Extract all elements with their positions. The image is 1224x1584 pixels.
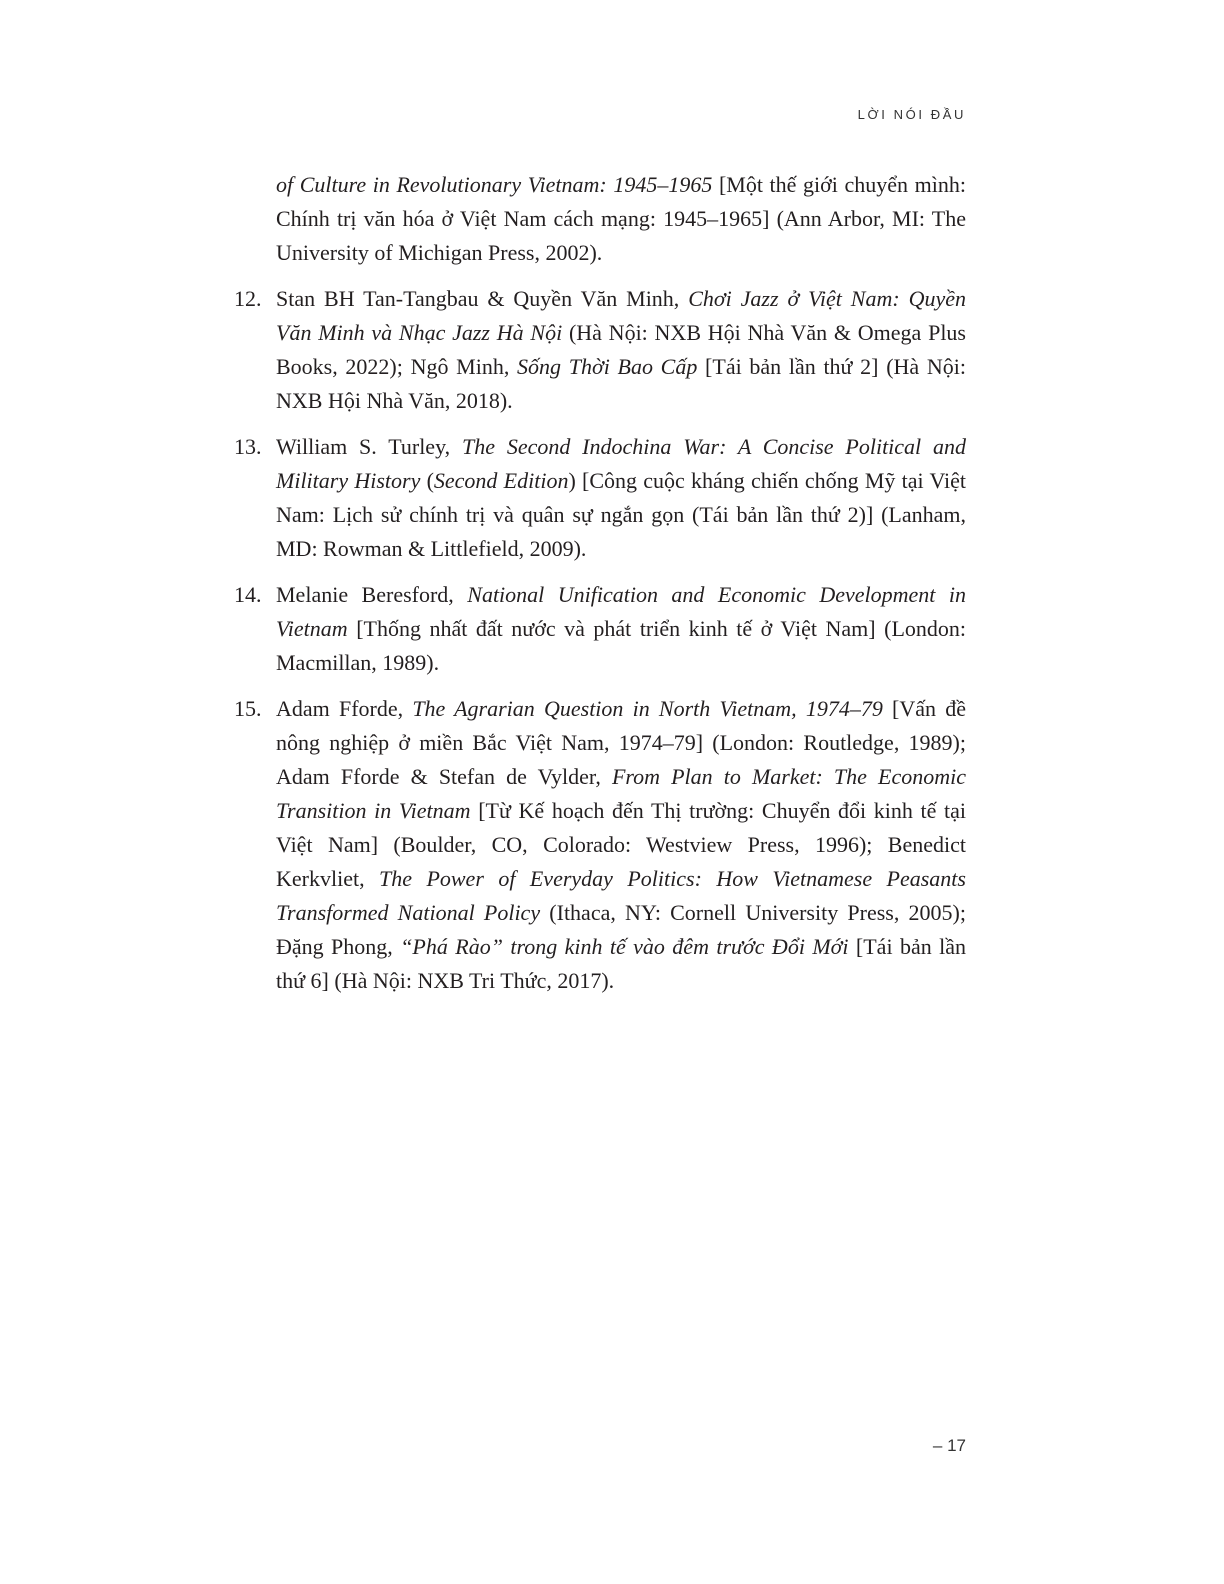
running-header: LỜI NÓI ĐẦU xyxy=(857,107,966,122)
citation-title: Second Edition xyxy=(433,468,569,493)
citation-text: (Hà Nội: NXB Hội Nhà Văn & Omega Plus Books, 2022); Ngô Minh, xyxy=(276,320,966,379)
citation-title: “Phá Rào” trong kinh tế vào đêm trước Đổi Mới xyxy=(400,934,849,959)
endnote-number: 12. xyxy=(234,286,262,311)
page-number: – 17 xyxy=(932,1436,966,1455)
citation-title: From Plan to Market: The Economic Transition in Vietnam xyxy=(276,764,966,823)
citation-text: [Tái bản lần thứ 6] (Hà Nội: NXB Tri Thức, 2017). xyxy=(276,934,966,993)
citation-title: The Power of Everyday Politics: How Vietnamese Peasants Transformed National Policy xyxy=(276,866,966,925)
citation-text: [Từ Kế hoạch đến Thị trường: Chuyển đổi kinh tế tại Việt Nam] (Boulder, CO, Colorado: Westview Press, 1996); Benedict Kerkvliet, xyxy=(276,798,966,891)
endnote-entry xyxy=(234,430,967,566)
endnote-number: 15. xyxy=(234,696,262,721)
citation-text: Adam Fforde, xyxy=(276,696,413,721)
citation-text: ) [Công cuộc kháng chiến chống Mỹ tại Việt Nam: Lịch sử chính trị và quân sự ngắn gọn (Tái bản lần thứ 2)] (Lanham, MD: Rowman & Littlefield, 2009). xyxy=(276,468,967,561)
citation-text: [Thống nhất đất nước và phát triển kinh tế ở Việt Nam] (London: Macmillan, 1989). xyxy=(276,616,966,675)
citation-text: Stan BH Tan-Tangbau & Quyền Văn Minh, xyxy=(276,286,689,311)
citation-text: William S. Turley, xyxy=(276,434,462,459)
citation-text: [Tái bản lần thứ 2] (Hà Nội: NXB Hội Nhà Văn, 2018). xyxy=(276,354,966,413)
endnote-entry xyxy=(234,692,966,998)
citation-text: [Một thế giới chuyển mình: Chính trị văn hóa ở Việt Nam cách mạng: 1945–1965] (Ann Arbor, MI: The University of Michigan Press, 2002). xyxy=(276,172,966,265)
citation-title: The Second Indochina War: A Concise Political and Military History xyxy=(276,434,966,493)
endnote-number: 14. xyxy=(234,582,262,607)
endnotes-list xyxy=(234,168,967,1010)
endnote-entry xyxy=(276,168,966,270)
endnote-entry xyxy=(234,282,966,418)
citation-text: (Ithaca, NY: Cornell University Press, 2005); Đặng Phong, xyxy=(276,900,966,959)
endnote-number: 13. xyxy=(234,434,262,459)
citation-text: Melanie Beresford, xyxy=(276,582,468,607)
citation-title: Chơi Jazz ở Việt Nam: Quyền Văn Minh và Nhạc Jazz Hà Nội xyxy=(276,286,966,345)
citation-title: The Agrarian Question in North Vietnam, 1974–79 xyxy=(412,696,883,721)
citation-text: [Vấn đề nông nghiệp ở miền Bắc Việt Nam, 1974–79] (London: Routledge, 1989); Adam Fforde & Stefan de Vylder, xyxy=(276,696,966,789)
citation-title: National Unification and Economic Development in Vietnam xyxy=(276,582,966,641)
citation-title: of Culture in Revolutionary Vietnam: 1945–1965 xyxy=(276,172,713,197)
endnote-entry xyxy=(234,578,966,680)
citation-text: ( xyxy=(420,468,434,493)
citation-title: Sống Thời Bao Cấp xyxy=(517,354,698,379)
